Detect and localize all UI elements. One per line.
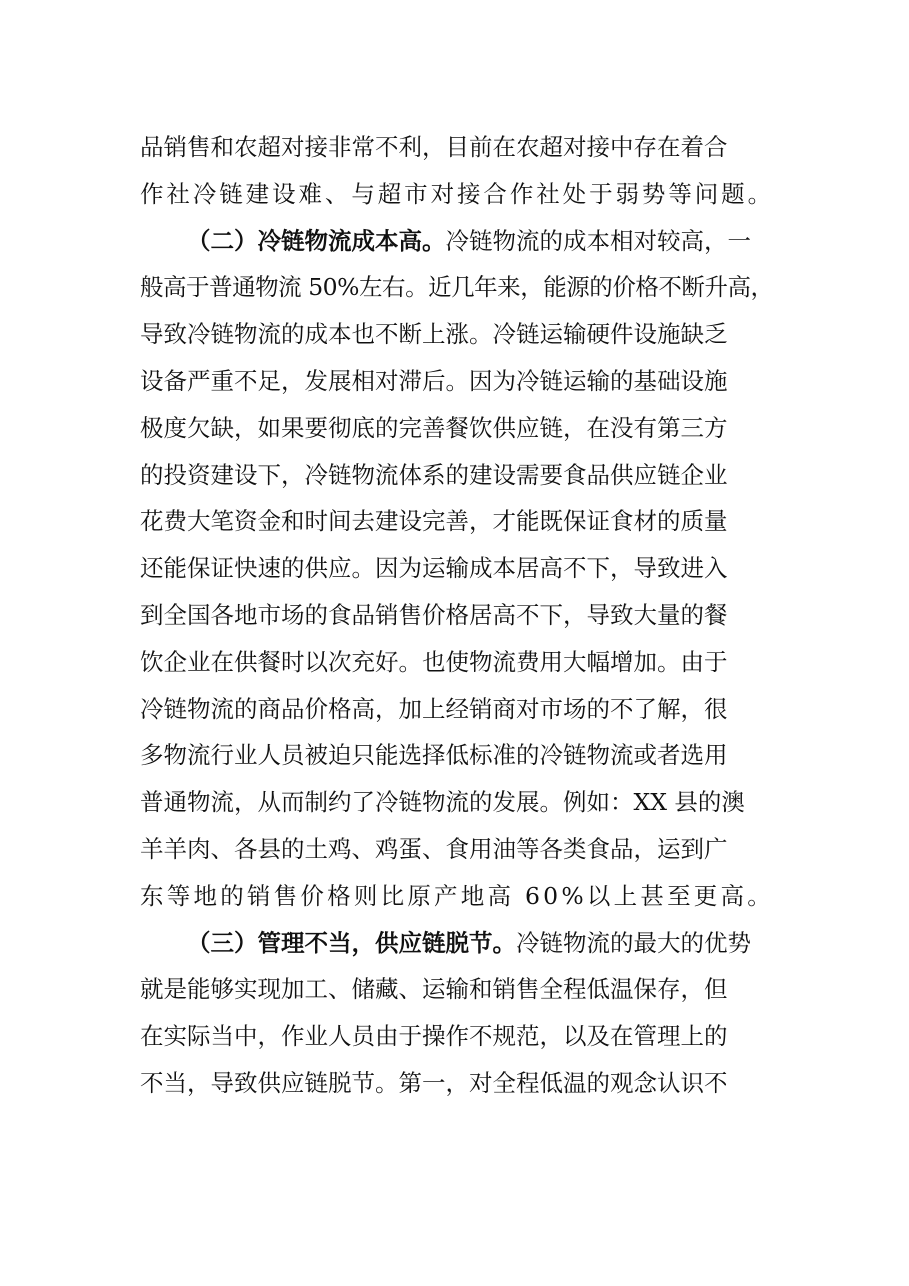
text-line [140, 218, 774, 265]
text-line [140, 405, 774, 452]
body-text [140, 124, 774, 1107]
line-text: 般高于普通物流 50%左右。近几年来，能源的价格不断升高， [140, 273, 774, 302]
text-line [140, 920, 774, 967]
line-text: 冷链物流的最大的优势 [516, 928, 751, 957]
line-text: 设备严重不足，发展相对滞后。因为冷链运输的基础设施 [140, 366, 728, 395]
text-line [140, 452, 774, 499]
text-line [140, 264, 774, 311]
text-line [140, 873, 774, 920]
line-text: 冷链物流的商品价格高，加上经销商对市场的不了解，很 [140, 694, 728, 723]
text-line [140, 171, 774, 218]
text-line [140, 498, 774, 545]
text-line [140, 1013, 774, 1060]
line-text: 东等地的销售价格则比原产地高 60%以上甚至更高。 [140, 881, 774, 910]
line-text: 品销售和农超对接非常不利，目前在农超对接中存在着合 [140, 133, 728, 161]
line-text: 不当，导致供应链脱节。第一，对全程低温的观念认识不 [140, 1068, 728, 1097]
text-line [140, 545, 774, 592]
line-text: 还能保证快速的供应。因为运输成本居高不下，导致进入 [140, 554, 728, 583]
text-line [140, 826, 774, 873]
text-line [140, 732, 774, 779]
line-text: 花费大笔资金和时间去建设完善，才能既保证食材的质量 [140, 507, 728, 536]
line-text: 羊羊肉、各县的土鸡、鸡蛋、食用油等各类食品，运到广 [140, 834, 728, 863]
line-text: 作社冷链建设难、与超市对接合作社处于弱势等问题。 [140, 179, 774, 208]
text-line [140, 124, 774, 171]
text-line [140, 592, 774, 639]
line-text: 到全国各地市场的食品销售价格居高不下，导致大量的餐 [140, 600, 728, 629]
text-line [140, 1060, 774, 1107]
text-line [140, 639, 774, 686]
line-text: 的投资建设下，冷链物流体系的建设需要食品供应链企业 [140, 460, 728, 489]
text-line [140, 311, 774, 358]
text-line [140, 966, 774, 1013]
line-text: 饮企业在供餐时以次充好。也使物流费用大幅增加。由于 [140, 647, 728, 676]
text-line [140, 686, 774, 733]
line-text: 在实际当中，作业人员由于操作不规范，以及在管理上的 [140, 1022, 728, 1051]
line-text: 多物流行业人员被迫只能选择低标准的冷链物流或者选用 [140, 741, 728, 770]
line-text: 就是能够实现加工、储藏、运输和销售全程低温保存，但 [140, 975, 728, 1004]
line-text: 冷链物流的成本相对较高，一 [445, 226, 751, 255]
line-text: 极度欠缺，如果要彻底的完善餐饮供应链，在没有第三方 [140, 413, 728, 442]
line-text: 导致冷链物流的成本也不断上涨。冷链运输硬件设施缺乏 [140, 320, 728, 349]
text-line [140, 779, 774, 826]
section-heading: （三）管理不当，供应链脱节。 [187, 928, 516, 957]
line-text: 普通物流，从而制约了冷链物流的发展。例如：XX 县的澳 [140, 788, 745, 817]
section-heading: （二）冷链物流成本高。 [187, 226, 446, 255]
text-line [140, 358, 774, 405]
